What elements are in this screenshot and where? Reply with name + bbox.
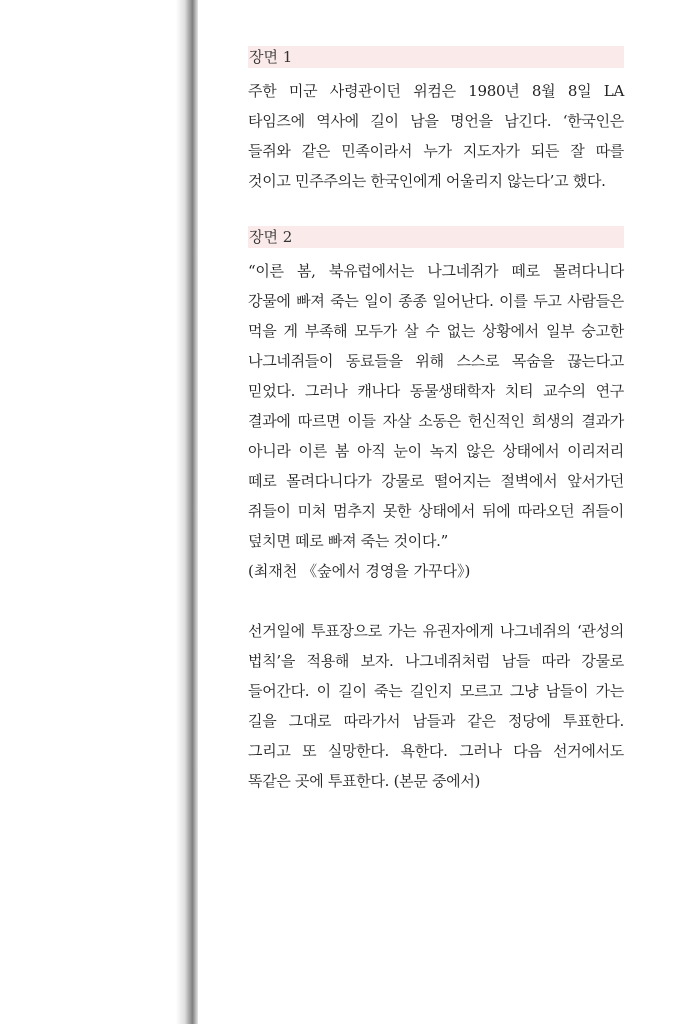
scene-2-quote-paragraph: “이른 봄, 북유럽에서는 나그네쥐가 떼로 몰려다니다 강물에 빠져 죽는 일이 종종 일어난다. 이를 두고 사람들은 먹을 게 부족해 모두가 살 수 없는 상황에서 일부 숭고한 나그네쥐들이 동료들을 위해 스스로 목숨을 끊는다고 믿었다. 그러나 캐나다 동물생태학자 치티 교수의 연구 결과에 따르면 이들 자살 소동은 헌신적인 희생의 결과가 아니라 이른 봄 아직 눈이 녹지 않은 상태에서 이리저리 떼로 몰려다니다가 강물로 떨어지는 절벽에서 앞서가던 쥐들이 미처 멈추지 못한 상태에서 뒤에 따라오던 쥐들이 덮치면 떼로 빠져 죽는 것이다.” [248,262,624,550]
scene-1-heading: 장면 1 [248,46,624,68]
closing-paragraph: 선거일에 투표장으로 가는 유권자에게 나그네쥐의 ‘관성의 법칙’을 적용해 보자. 나그네쥐처럼 남들 따라 강물로 들어간다. 이 길이 죽는 길인지 모르고 그냥 남들이 가는 길을 그대로 따라가서 남들과 같은 정당에 투표한다. 그리고 또 실망한다. 욕한다. 그러나 다음 선거에서도 똑같은 곳에 투표한다. (본문 중에서) [248,622,624,790]
section-spacer [248,196,624,226]
scene-1-paragraph: 주한 미군 사령관이던 위컴은 1980년 8월 8일 LA 타임즈에 역사에 길이 남을 명언을 남긴다. ‘한국인은 들쥐와 같은 민족이라서 누가 지도자가 되든 잘 따를 것이고 민주주의는 한국인에게 어울리지 않는다’고 했다. [248,82,624,190]
left-margin [0,0,182,1024]
section-spacer [248,586,624,616]
book-page [198,0,682,1024]
scene-2-citation: (최재천 《숲에서 경영을 가꾸다》) [248,562,471,580]
scene-2-heading: 장면 2 [248,226,624,248]
book-spine-shadow [176,0,198,1024]
page-content [248,46,624,796]
